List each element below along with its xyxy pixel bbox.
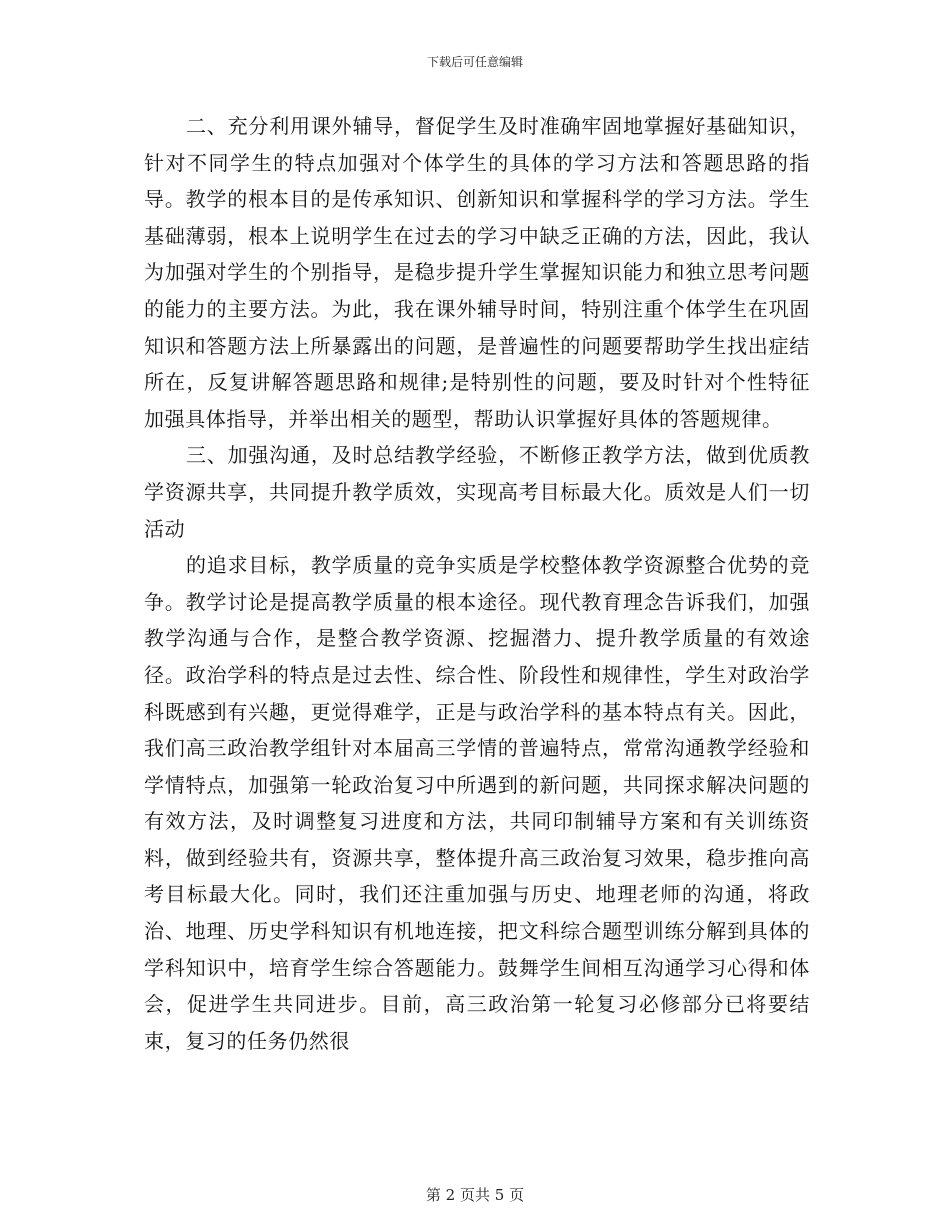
page-header: 下载后可任意编辑 (426, 55, 523, 69)
paragraph-3-continued: 的追求目标，教学质量的竞争实质是学校整体教学资源整合优势的竞争。教学讨论是提高教学质量的根本途径。现代教育理念告诉我们，加强教学沟通与合作，是整合教学资源、挖掘潜力、提升教学质量的有效途径。政治学科的特点是过去性、综合性、阶段性和规律性，学生对政治学科既感到有兴趣，更觉得难学，正是与政治学科的基本特点有关。因此，我们高三政治教学组针对本届高三学情的普遍特点，常常沟通教学经验和学情特点，加强第一轮政治复习中所遇到的新问题，共同探求解决问题的有效方法，及时调整复习进度和方法，共同印制辅导方案和有关训练资料，做到经验共有，资源共享，整体提升高三政治复习效果，稳步推向高考目标最大化。同时，我们还注重加强与历史、地理老师的沟通，将政治、地理、历史学科知识有机地连接，把文科综合题型训练分解到具体的学科知识中，培育学生综合答题能力。鼓舞学生间相互沟通学习心得和体会，促进学生共同进步。目前，高三政治第一轮复习必修部分已将要结束，复习的任务仍然很 (144, 553, 810, 1053)
paragraph-3: 三、加强沟通，及时总结教学经验，不断修正教学方法，做到优质教学资源共享，共同提升教学质效，实现高考目标最大化。质效是人们一切活动 (144, 443, 810, 541)
page-number: 第 2 页共 5 页 (425, 1186, 525, 1204)
paragraph-2: 二、充分利用课外辅导，督促学生及时准确牢固地掌握好基础知识，针对不同学生的特点加强对个体学生的具体的学习方法和答题思路的指导。教学的根本目的是传承知识、创新知识和掌握科学的学习方法。学生基础薄弱，根本上说明学生在过去的学习中缺乏正确的方法，因此，我认为加强对学生的个别指导，是稳步提升学生掌握知识能力和独立思考问题的能力的主要方法。为此，我在课外辅导时间，特别注重个体学生在巩固知识和答题方法上所暴露出的问题，是普遍性的问题要帮助学生找出症结所在，反复讲解答题思路和规律;是特别性的问题，要及时针对个性特征加强具体指导，并举出相关的题型，帮助认识掌握好具体的答题规律。 (144, 114, 810, 431)
document-body (144, 108, 810, 1059)
